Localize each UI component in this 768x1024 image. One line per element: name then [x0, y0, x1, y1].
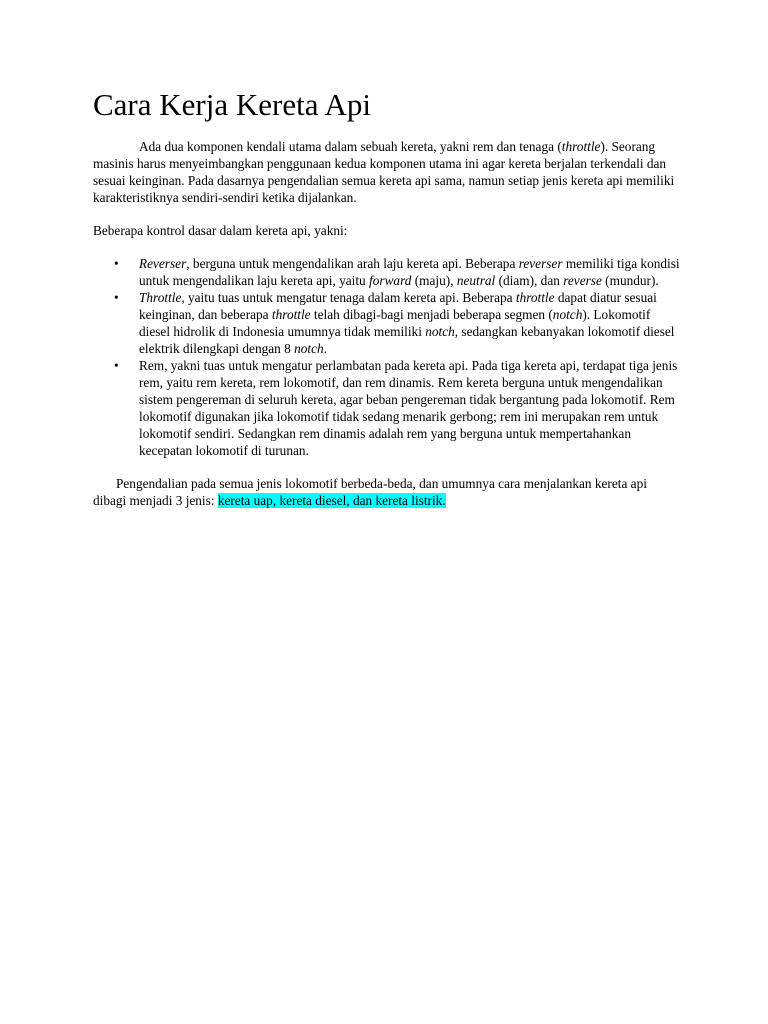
list-item-reverser [93, 255, 683, 289]
term-throttle-3: throttle [271, 307, 311, 322]
list-item-rem [93, 357, 683, 459]
list-text: memiliki tiga kondisi untuk mengendalikan laju kereta api, yaitu [139, 256, 680, 288]
term-reverser-2: reverser [518, 256, 563, 271]
list-text: (maju), [411, 273, 457, 288]
intro-text-2: ). Seorang masinis harus menyeimbangkan penggunaan kedua komponen utama ini agar kereta berjalan terkendali dan sesuai keinginan. Pada dasarnya pengendalian semua kereta api sama, namun setiap jenis kereta api memiliki karakteristiknya sendiri-sendiri ketika dijalankan. [93, 139, 675, 205]
list-text: (mundur). [601, 273, 659, 288]
document-title: Cara Kerja Kereta Api [93, 87, 372, 122]
controls-list [93, 255, 683, 459]
term-notch-2: notch [425, 324, 455, 339]
term-reverser: Reverser [139, 256, 187, 271]
highlighted-text: kereta uap, kereta diesel, dan kereta listrik. [217, 493, 446, 508]
term-reverse: reverse [563, 273, 602, 288]
intro-text-1: Ada dua komponen kendali utama dalam sebuah kereta, yakni rem dan tenaga ( [139, 139, 562, 154]
list-text: . [323, 341, 327, 356]
bullet-icon: • [114, 290, 119, 305]
term-notch-3: notch [294, 341, 324, 356]
term-forward: forward [369, 273, 412, 288]
list-text: Rem, yakni tuas untuk mengatur perlambatan pada kereta api. Pada tiga kereta api, terdapat tiga jenis rem, yaitu rem kereta, rem lokomotif, dan rem dinamis. Rem kereta berguna untuk mengendalikan sistem pengereman di seluruh kereta, agar beban pengereman tidak bergantung pada lokomotif. Rem lokomotif digunakan jika lokomotif tidak sedang menarik gerbong; rem ini merupakan rem untuk lokomotif sendiri. Sedangkan rem dinamis adalah rem yang berguna untuk mempertahankan kecepatan lokomotif di turunan. [139, 358, 678, 458]
term-neutral: neutral [456, 273, 496, 288]
list-text: ). Lokomotif diesel hidrolik di Indonesia umumnya tidak memiliki [139, 307, 651, 339]
bullet-icon: • [114, 358, 119, 373]
list-item-throttle [93, 289, 683, 357]
document-body [93, 138, 683, 509]
list-text: (diam), dan [495, 273, 564, 288]
term-throttle: Throttle, [139, 290, 185, 305]
list-text: telah dibagi-bagi menjadi beberapa segmen ( [310, 307, 553, 322]
intro-term-throttle: throttle [561, 139, 601, 154]
term-throttle-2: throttle [515, 290, 555, 305]
closing-paragraph [93, 475, 683, 509]
term-notch: notch [552, 307, 583, 322]
list-text: yaitu tuas untuk mengatur tenaga dalam kereta api. Beberapa [184, 290, 516, 305]
bullet-icon: • [114, 256, 119, 271]
list-text: , berguna untuk mengendalikan arah laju kereta api. Beberapa [186, 256, 519, 271]
list-text: dapat diatur sesuai keinginan, dan beberapa [139, 290, 657, 322]
intro-paragraph [93, 138, 683, 206]
closing-text: Pengendalian pada semua jenis lokomotif berbeda-beda, dan umumnya cara menjalankan kereta api dibagi menjadi 3 jenis: [93, 476, 647, 508]
list-text: , sedangkan kebanyakan lokomotif diesel elektrik dilengkapi dengan 8 [139, 324, 675, 356]
lead-paragraph: Beberapa kontrol dasar dalam kereta api, yakni: [93, 223, 348, 238]
